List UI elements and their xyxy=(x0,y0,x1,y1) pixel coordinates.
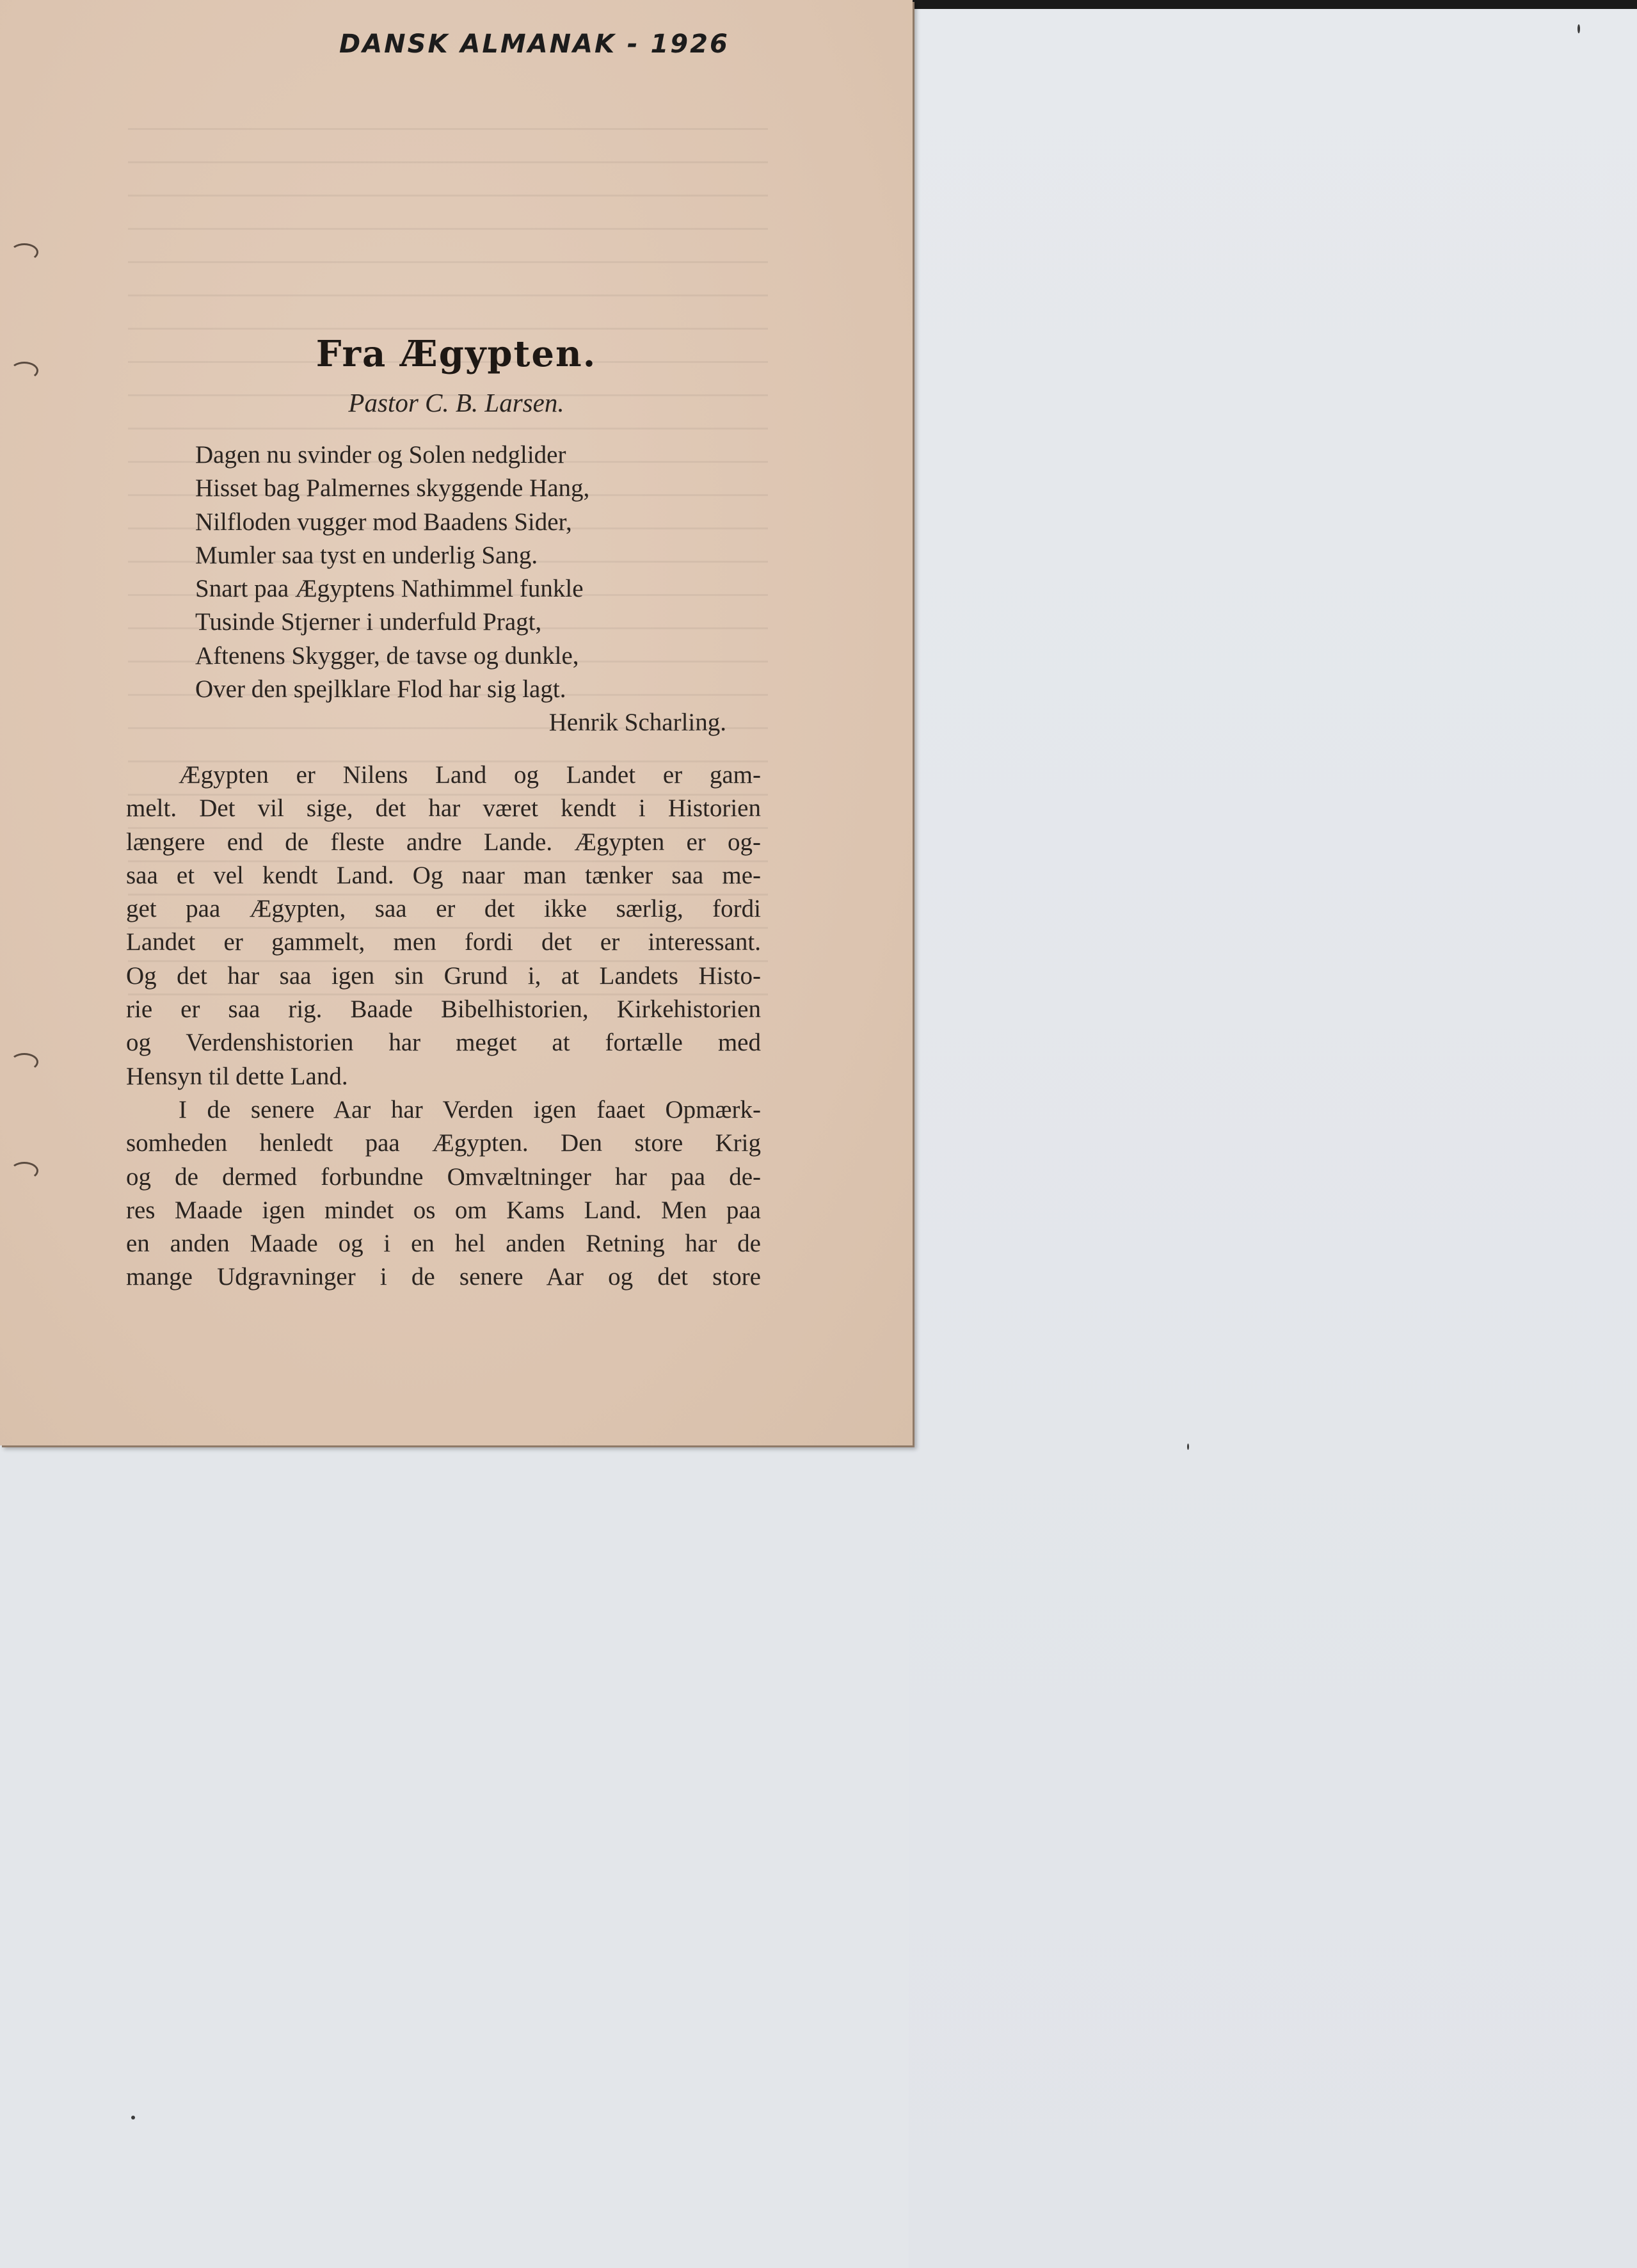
poem-line: Mumler saa tyst en underlig Sang. xyxy=(195,541,538,569)
binding-hole xyxy=(10,243,38,261)
document-page xyxy=(0,0,913,1445)
poem-poet: Henrik Scharling. xyxy=(548,709,726,737)
poem-line: Nilfloden vugger mod Baadens Sider, xyxy=(195,508,572,536)
paragraph-line: Og det har saa igen sin Grund i, at Landets Histo- xyxy=(126,961,761,990)
scanner-edge xyxy=(909,0,1637,9)
poem-line: Tusinde Stjerner i underfuld Pragt, xyxy=(195,608,542,636)
paragraph-line: og de dermed forbundne Omvæltninger har paa de- xyxy=(126,1162,761,1191)
paragraph-line: melt. Det vil sige, det har været kendt i Historien xyxy=(126,794,761,823)
binding-hole xyxy=(10,1053,38,1071)
poem-line: Snart paa Ægyptens Nathimmel funkle xyxy=(195,575,584,603)
article-author: Pastor C. B. Larsen. xyxy=(348,388,564,417)
paragraph-line: saa et vel kendt Land. Og naar man tænker saa me- xyxy=(126,861,761,889)
binding-hole xyxy=(10,1162,38,1180)
paragraph-line: længere end de fleste andre Lande. Ægypten er og- xyxy=(126,828,761,856)
dust-speck xyxy=(1187,1444,1189,1450)
poem-line: Aftenens Skygger, de tavse og dunkle, xyxy=(195,641,579,670)
article-title: Fra Ægypten. xyxy=(315,333,597,375)
poem-line: Dagen nu svinder og Solen nedglider xyxy=(195,441,566,469)
handwritten-note: DANSK ALMANAK - 1926 xyxy=(339,29,730,59)
paragraph-line: Ægypten er Nilens Land og Landet er gam- xyxy=(179,761,761,789)
paragraph-line: Landet er gammelt, men fordi det er interessant. xyxy=(126,928,761,956)
dust-speck xyxy=(1577,24,1580,33)
poem-line: Over den spejlklare Flod har sig lagt. xyxy=(195,675,566,704)
poem-line: Hisset bag Palmernes skyggende Hang, xyxy=(195,474,590,503)
article-body xyxy=(126,759,761,1294)
scanner-background xyxy=(909,9,1637,2268)
paragraph-line: somheden henledt paa Ægypten. Den store Krig xyxy=(126,1129,761,1157)
paragraph-line: en anden Maade og i en hel anden Retning har de xyxy=(126,1230,761,1258)
paragraph-line: get paa Ægypten, saa er det ikke særlig, fordi xyxy=(126,895,761,923)
paragraph-line: res Maade igen mindet os om Kams Land. Men paa xyxy=(126,1196,761,1224)
paragraph-line: I de senere Aar har Verden igen faaet Opmærk- xyxy=(179,1095,761,1123)
paragraph-line: og Verdenshistorien har meget at fortælle med xyxy=(126,1029,761,1057)
poem xyxy=(195,438,726,740)
paragraph-line: mange Udgravninger i de senere Aar og det store xyxy=(126,1263,761,1291)
paragraph-line: rie er saa rig. Baade Bibelhistorien, Kirkehistorien xyxy=(126,995,761,1024)
dust-speck xyxy=(131,2116,135,2119)
paragraph-line: Hensyn til dette Land. xyxy=(126,1062,348,1090)
